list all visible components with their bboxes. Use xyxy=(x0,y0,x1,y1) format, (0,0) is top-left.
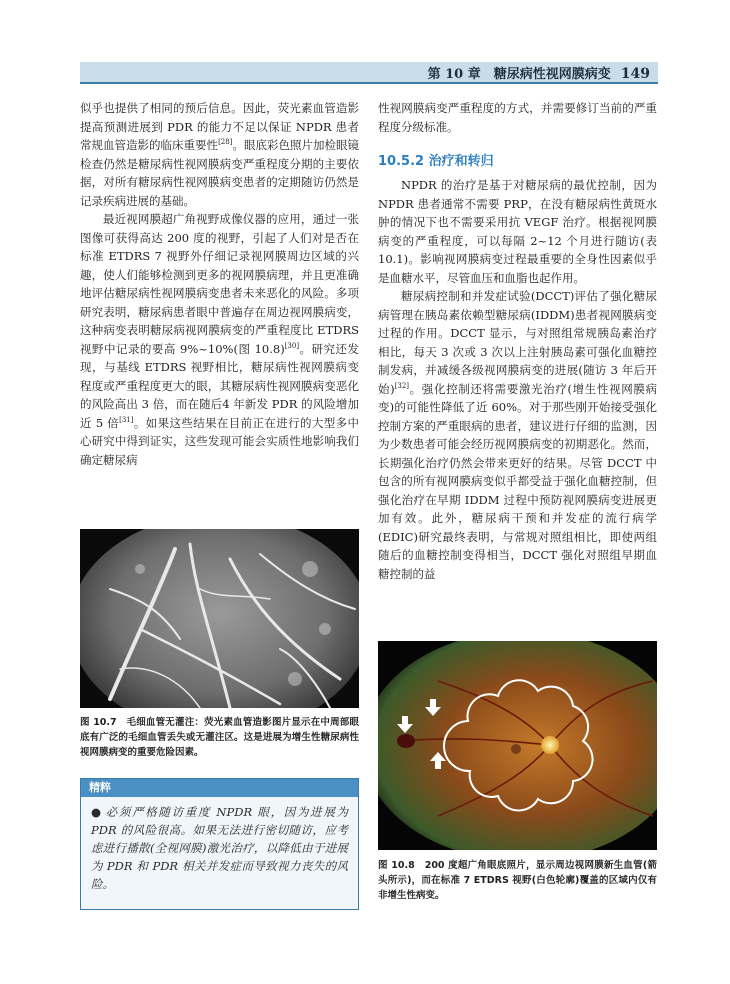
key-points-title: 精粹 xyxy=(81,779,358,797)
angiogram-image xyxy=(80,529,359,708)
left-column xyxy=(80,99,359,469)
header-text xyxy=(428,63,650,82)
bullet-icon: ● xyxy=(91,805,103,819)
left-para-2: 最近视网膜超广角视野成像仪器的应用，通过一张图像可获得高达 200 度的视野，引起了人们对是否在标准 ETDRS 7 视野外仔细记录视网膜周边区域的兴趣，使人们能够检测到更多的视网膜病理，并且更准确地评估糖尿病性视网膜病变患者未来恶化的风险。多项研究表明，糖尿病患者眼中普遍存在周边视网膜病变，这种病变表明糖尿病视网膜病变的严重程度比 ETDRS 视野中记录的要高 9%~10%(图 10.8)[30]。研究还发现，与基线 ETDRS 视野相比，糖尿病性视网膜病变程度或严重程度更大的眼，其糖尿病性视网膜病变恶化的风险高出 3 倍，而在随后4 年新发 PDR 的风险增加近 5 倍[31]。如果这些结果在目前正在进行的大型多中心研究中得到证实，这些发现可能会实质性地影响我们确定糖尿病 xyxy=(80,212,359,467)
right-para-2: 糖尿病控制和并发症试验(DCCT)评估了强化糖尿病管理在胰岛素依赖型糖尿病(IDDM)患者视网膜病变过程的作用。DCCT 显示，与对照组常规胰岛素治疗相比，每天 3 次或 3 次以上注射胰岛素可强化血糖控制发病，并减缓各级视网膜病变的进展(随访 3 年后开始)[32]。强化控制还将需要激光治疗(增生性视网膜病变)的可能性降低了近 60%。对于那些刚开始接受强化控制方案的严重眼病的患者，建议进行仔细的监测，因为少数患者可能会经历视网膜病变的初期恶化。然而，长期强化治疗仍然会带来更好的结果。尽管 DCCT 中包含的所有视网膜病变似乎都受益于强化血糖控制，但强化治疗在早期 IDDM 过程中预防视网膜病变进展更加有效。此外，糖尿病干预和并发症的流行病学(EDIC)研究最终表明，与常规对照组相比，即使两组随后的血糖控制变得相当，DCCT 强化对照组早期血糖控制的益 xyxy=(378,289,657,581)
left-para-1: 似乎也提供了相同的预后信息。因此，荧光素血管造影提高预测进展到 PDR 的能力不足以保证 NPDR 患者常规血管造影的临床重要性[28]。眼底彩色照片加检眼镜检查仍然是糖尿病性视网膜病变严重程度分期的主要依据，对所有糖尿病性视网膜病变患者的定期随访仍然是记录疾病进展的基础。 xyxy=(80,101,360,208)
figure-10-7-angiogram xyxy=(80,529,359,708)
right-top-text: 性视网膜病变严重程度的方式，并需要修订当前的严重程度分级标准。 xyxy=(378,101,657,134)
figure-10-8-caption: 图 10.8 200 度超广角眼底照片，显示周边视网膜新生血管(箭头所示)，而在标准 7 ETDRS 视野(白色轮廓)覆盖的区域内仅有非增生性病变。 xyxy=(378,860,657,901)
figure-10-7-caption: 图 10.7 毛细血管无灌注：荧光素血管造影图片显示在中周部眼底有广泛的毛细血管丢失或无灌注区。这是进展为增生性糖尿病性视网膜病变的重要危险因素。 xyxy=(80,717,359,758)
fundus-image xyxy=(378,641,657,850)
key-points-box xyxy=(80,778,359,910)
key-points-text: 必须严格随访重度 NPDR 眼，因为进展为 PDR 的风险很高。如果无法进行密切随访，应考虑进行播散(全视网膜)激光治疗，以降低由于进展为 PDR 和 PDR 相关并发症而导致视力丧失的风险。 xyxy=(91,805,348,891)
running-header xyxy=(80,62,658,84)
key-points-body xyxy=(81,797,358,893)
figure-10-8-fundus-photo xyxy=(378,641,657,850)
right-para-1: NPDR 的治疗是基于对糖尿病的最优控制，因为 NPDR 患者通常不需要 PRP，在没有糖尿病性黄斑水肿的情况下也不需要采用抗 VEGF 治疗。根据视网膜病变的严重程度，可以每隔 2~12 个月进行随访(表 10.1)。影响视网膜病变过程最重要的全身性因素似乎是血糖水平，尽管血压和血脂也起作用。 xyxy=(378,178,657,285)
page-number: 149 xyxy=(620,66,650,82)
chapter-title: 第 10 章 糖尿病性视网膜病变 xyxy=(427,67,611,82)
section-heading: 10.5.2 治疗和转归 xyxy=(378,154,494,169)
right-column xyxy=(378,176,657,583)
right-column-top xyxy=(378,99,657,136)
